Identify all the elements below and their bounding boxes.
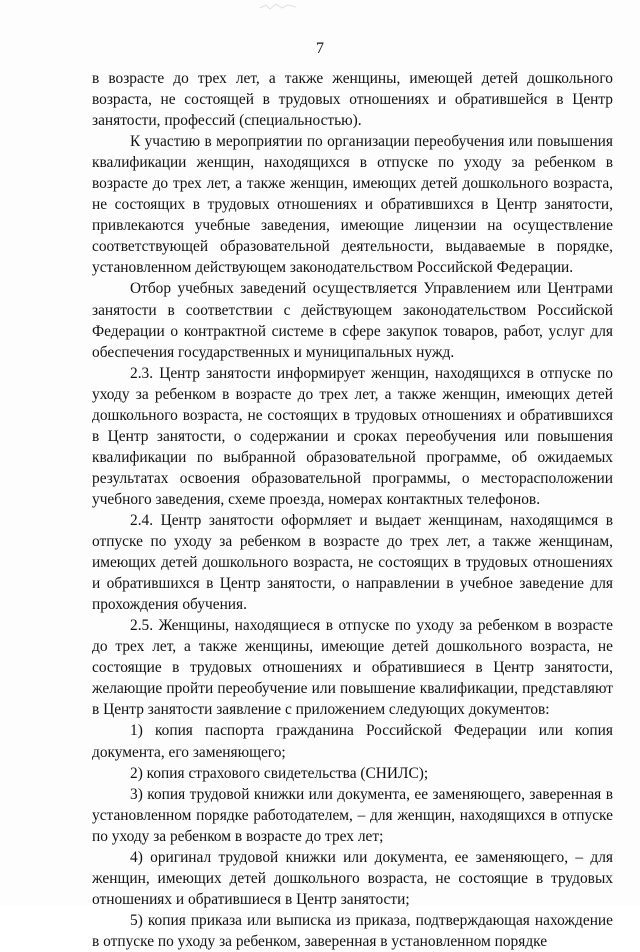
paragraph-2-4: 2.4. Центр занятости оформляет и выдает женщинам, находящимся в отпуске по уходу за ребенком в возрасте до трех лет, а также женщинам, имеющих детей дошкольного возраста, не состоящих в трудовых отношениях и обратившихся в Центр занятости, о направлении в учебное заведение для прохождения обучения. [92,511,613,614]
scan-artifact-mark [258,2,298,12]
paragraph-selection: Отбор учебных заведений осуществляется Управлением или Центрами занятости в соответствии с действующем законодательством Российской Федерации о контрактной системе в сфере закупок товаров, работ, услуг для обеспечения государственных и муниципальных нужд. [92,280,613,361]
paragraph-continuation: в возрасте до трех лет, а также женщины, имеющей детей дошкольного возраста, не состоящей в трудовых отношениях и обратившейся в Центр занятости, профессий (специальностью). [92,70,613,130]
document-body [92,68,613,952]
paragraph-2-3: 2.3. Центр занятости информирует женщин, находящихся в отпуске по уходу за ребенком в возрасте до трех лет, а также женщин, имеющих детей дошкольного возраста, не состоящих в трудовых отношениях и обратившихся в Центр занятости, о содержании и сроках переобучения или повышения квалификации по выбранной образовательной программе, об ожидаемых результатах освоения образовательной программы, о месторасположении учебного заведения, схеме проезда, номерах контактных телефонов. [92,364,613,508]
list-item-2: 2) копия страхового свидетельства (СНИЛС); [130,764,429,782]
list-item-4: 4) оригинал трудовой книжки или документа, ее заменяющего, – для женщин, имеющих детей дошкольного возраста, не состоящие в трудовых отношениях и обратившиеся в Центр занятости; [92,848,613,908]
paragraph-participants: К участию в мероприятии по организации переобучения или повышения квалификации женщин, находящихся в отпуске по уходу за ребенком в возрасте до трех лет, а также женщин, имеющих детей дошкольного возраста, не состоящих в трудовых отношениях и обратившихся в Центр занятости, привлекаются учебные заведения, имеющие лицензии на осуществление соответствующей образовательной деятельности, выдаваемые в порядке, установленном действующем законодательством Российской Федерации. [92,133,613,277]
page-number: 7 [316,40,324,57]
list-item-3: 3) копия трудовой книжки или документа, ее заменяющего, заверенная в установленном порядке работодателем, – для женщин, находящихся в отпуске по уходу за ребенком в возрасте до трех лет; [92,785,613,845]
paragraph-2-5: 2.5. Женщины, находящиеся в отпуске по уходу за ребенком в возрасте до трех лет, а также женщины, имеющие детей дошкольного возраста, не состоящие в трудовых отношениях и обратившиеся в Центр занятости, желающие пройти переобучение или повышение квалификации, представляют в Центр занятости заявление с приложением следующих документов: [92,617,613,719]
list-item-5: 5) копия приказа или выписка из приказа, подтверждающая нахождение в отпуске по уходу за ребенком, заверенная в установленном порядке [92,911,613,950]
list-item-1: 1) копия паспорта гражданина Российской Федерации или копия документа, его заменяющего; [92,722,613,761]
